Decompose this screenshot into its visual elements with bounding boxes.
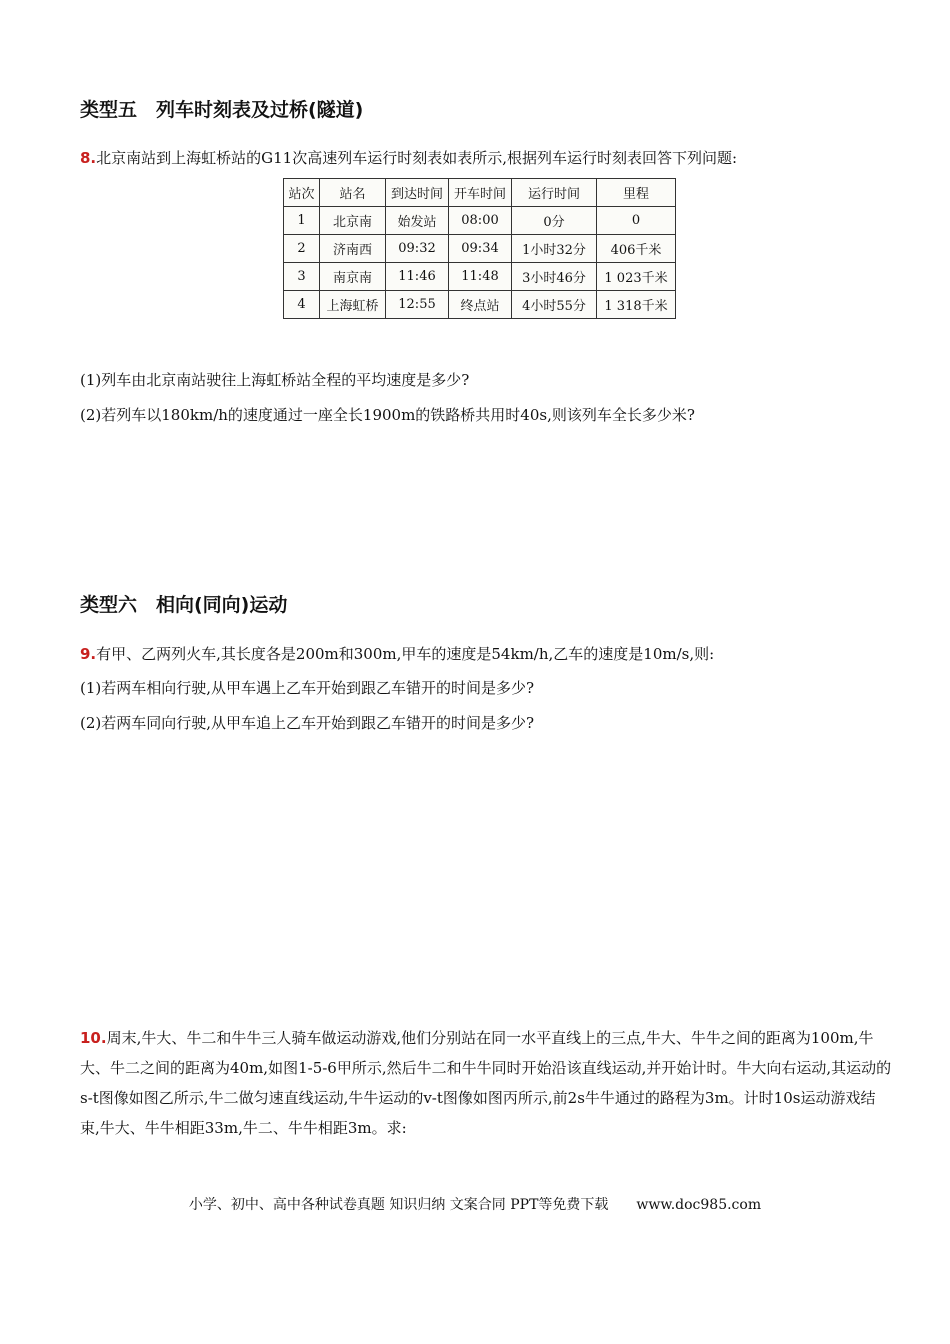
table-cell: 济南西 — [320, 235, 386, 263]
table-cell: 0分 — [512, 207, 597, 235]
table-cell: 1 318千米 — [597, 291, 676, 319]
table-header-row — [284, 179, 676, 207]
table-cell: 11:48 — [449, 263, 512, 291]
table-cell: 406千米 — [597, 235, 676, 263]
table-cell: 1 — [284, 207, 320, 235]
table-cell: 09:34 — [449, 235, 512, 263]
question-9-part-1: (1)若两车相向行驶,从甲车遇上乙车开始到跟乙车错开的时间是多少? — [80, 679, 535, 697]
table-cell: 终点站 — [449, 291, 512, 319]
question-10-number: 10. — [80, 1029, 107, 1047]
question-10 — [80, 1023, 895, 1143]
table-cell: 3 — [284, 263, 320, 291]
question-9-number: 9. — [80, 645, 97, 663]
question-9-part-2: (2)若两车同向行驶,从甲车追上乙车开始到跟乙车错开的时间是多少? — [80, 714, 535, 732]
table-row — [284, 235, 676, 263]
question-8-number: 8. — [80, 149, 97, 167]
table-cell: 始发站 — [386, 207, 449, 235]
table-header-cell: 站名 — [320, 179, 386, 207]
train-timetable — [283, 178, 676, 319]
table-row — [284, 207, 676, 235]
table-header-cell: 里程 — [597, 179, 676, 207]
question-10-text: 周末,牛大、牛二和牛牛三人骑车做运动游戏,他们分别站在同一水平直线上的三点,牛大、牛牛之间的距离为100m,牛大、牛二之间的距离为40m,如图1-5-6甲所示,然后牛二和牛牛同时开始沿该直线运动,并开始计时。牛大向右运动,其运动的s-t图像如图乙所示,牛二做匀速直线运动,牛牛运动的v-t图像如图丙所示,前2s牛牛通过的路程为3m。计时10s运动游戏结束,牛大、牛牛相距33m,牛二、牛牛相距3m。求: — [80, 1029, 892, 1137]
table-cell: 4 — [284, 291, 320, 319]
table-cell: 2 — [284, 235, 320, 263]
table-header-cell: 站次 — [284, 179, 320, 207]
table-header-cell: 开车时间 — [449, 179, 512, 207]
section-5-title: 类型五 列车时刻表及过桥(隧道) — [80, 99, 364, 121]
table-cell: 3小时46分 — [512, 263, 597, 291]
table-cell: 08:00 — [449, 207, 512, 235]
question-8 — [80, 148, 737, 168]
table-cell: 11:46 — [386, 263, 449, 291]
question-9-text: 有甲、乙两列火车,其长度各是200m和300m,甲车的速度是54km/h,乙车的速度是10m/s,则: — [96, 645, 715, 663]
table-cell: 1小时32分 — [512, 235, 597, 263]
table-cell: 上海虹桥 — [320, 291, 386, 319]
question-8-text: 北京南站到上海虹桥站的G11次高速列车运行时刻表如表所示,根据列车运行时刻表回答下列问题: — [96, 149, 738, 167]
table-row — [284, 291, 676, 319]
table-cell: 南京南 — [320, 263, 386, 291]
section-6-title: 类型六 相向(同向)运动 — [80, 594, 288, 616]
table-cell: 1 023千米 — [597, 263, 676, 291]
table-cell: 09:32 — [386, 235, 449, 263]
table-cell: 4小时55分 — [512, 291, 597, 319]
page-footer: 小学、初中、高中各种试卷真题 知识归纳 文案合同 PPT等免费下载 www.doc985.com — [188, 1197, 762, 1213]
table-cell: 北京南 — [320, 207, 386, 235]
question-8-part-1: (1)列车由北京南站驶往上海虹桥站全程的平均速度是多少? — [80, 371, 470, 389]
table-row — [284, 263, 676, 291]
table-cell: 0 — [597, 207, 676, 235]
table-cell: 12:55 — [386, 291, 449, 319]
table-header-cell: 运行时间 — [512, 179, 597, 207]
question-9 — [80, 644, 714, 664]
table-header-cell: 到达时间 — [386, 179, 449, 207]
question-8-part-2: (2)若列车以180km/h的速度通过一座全长1900m的铁路桥共用时40s,则该列车全长多少米? — [80, 406, 695, 424]
